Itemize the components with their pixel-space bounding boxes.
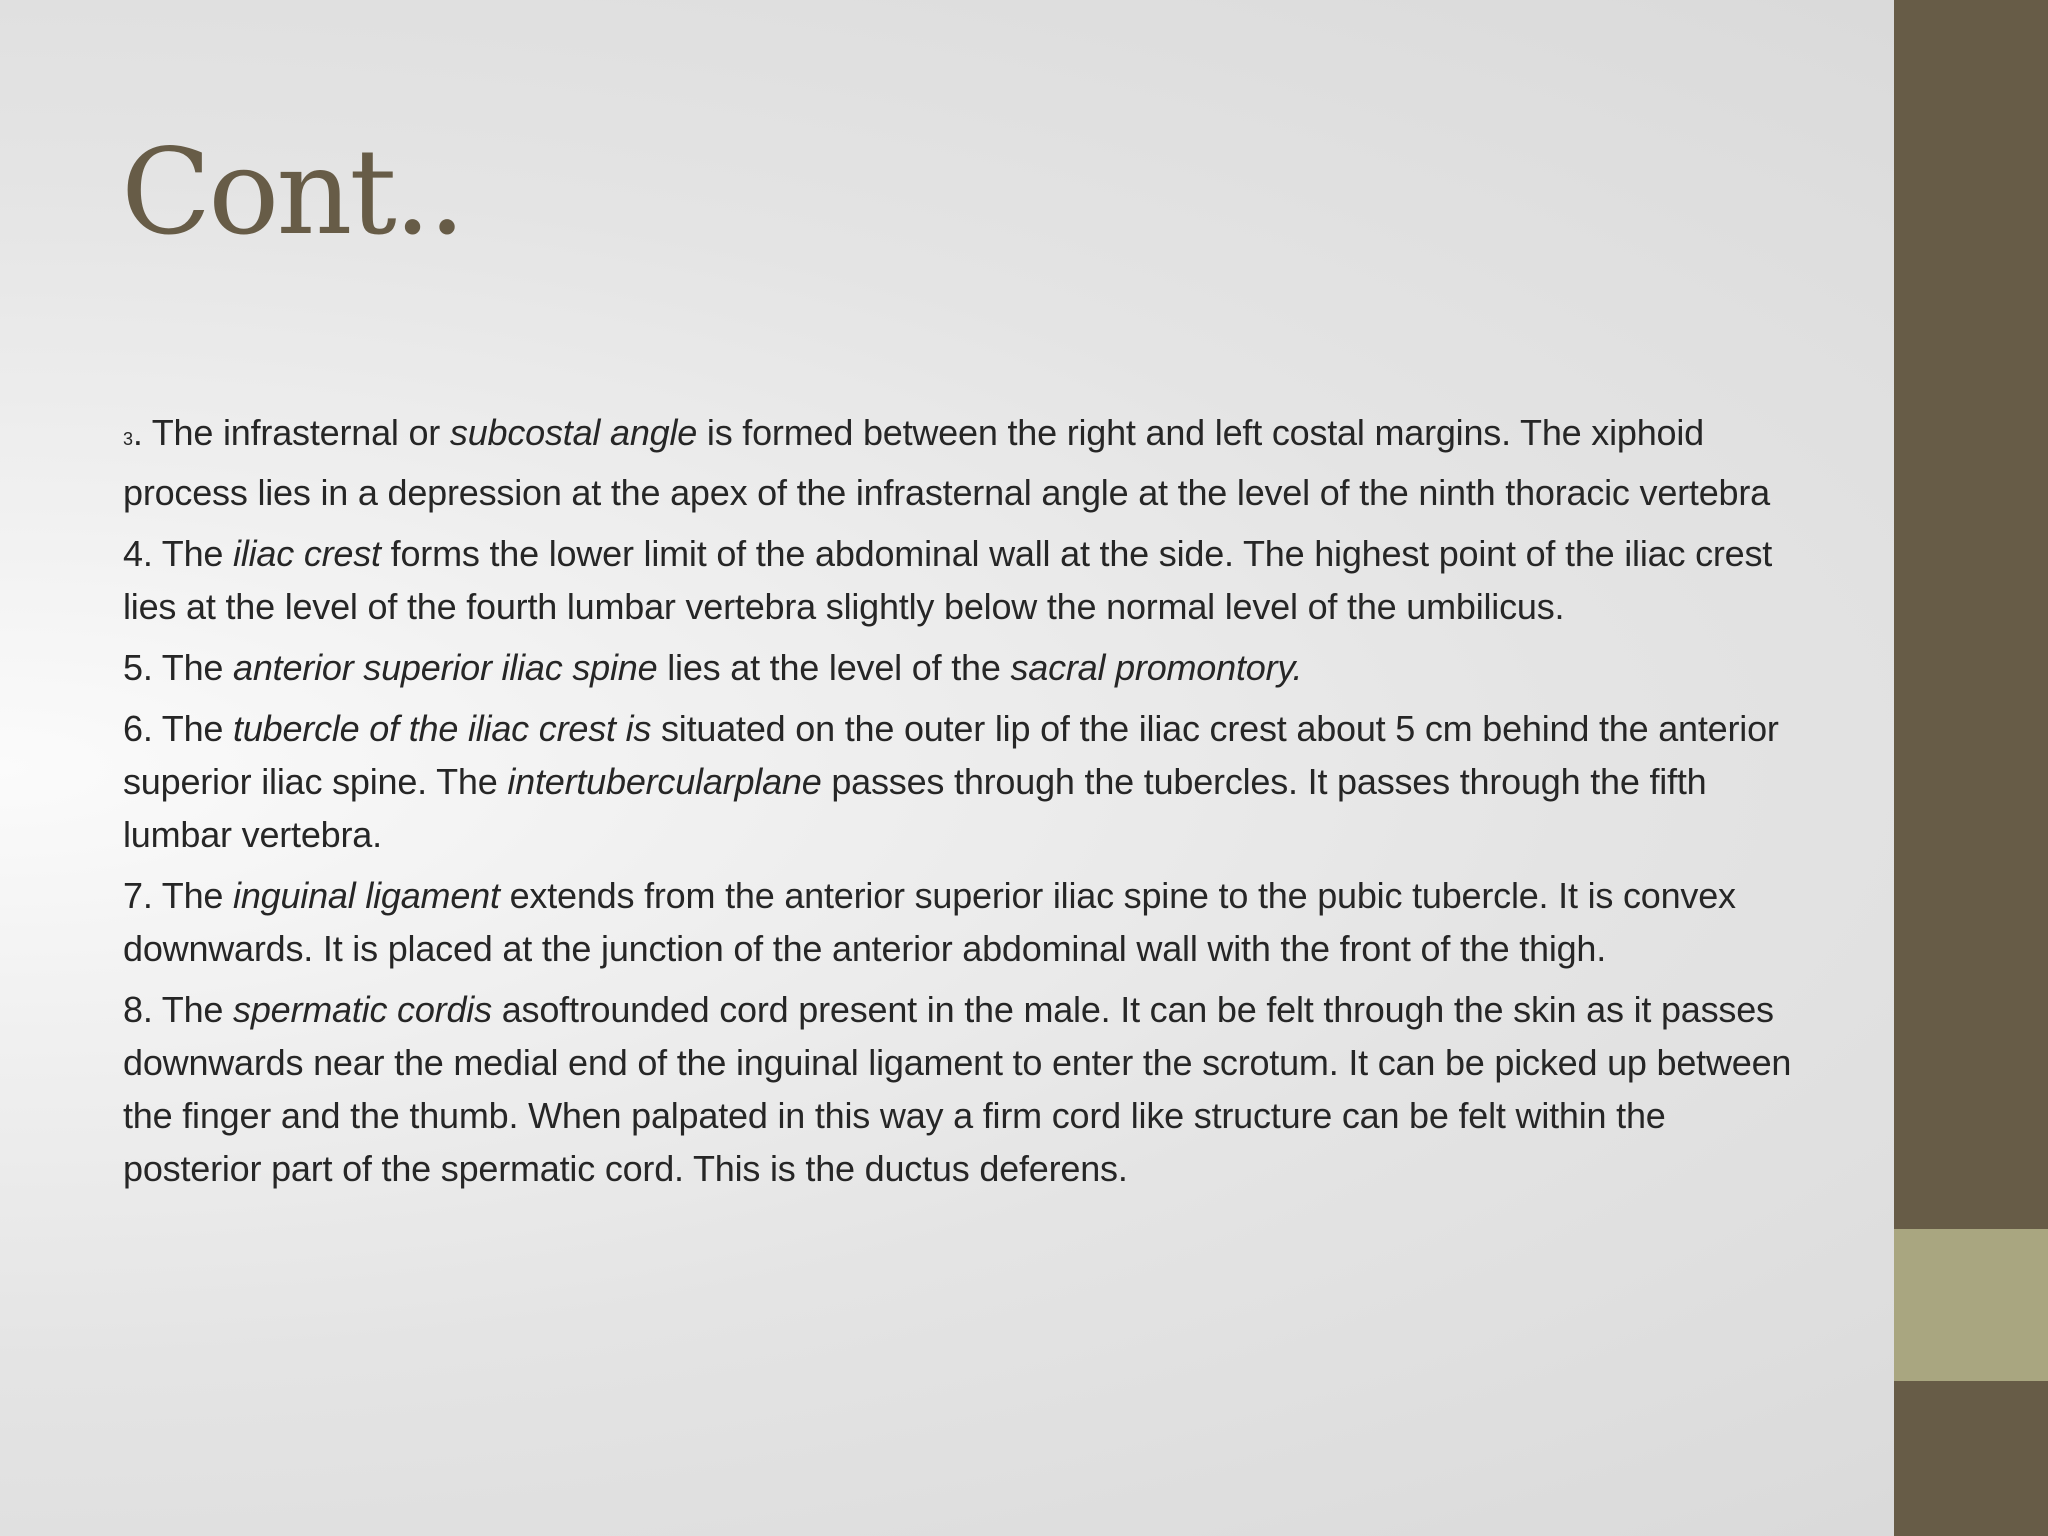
paragraph-number: 3 xyxy=(123,429,133,449)
paragraph-term: subcostal angle xyxy=(449,412,698,453)
paragraph-text: 5. The xyxy=(123,647,234,688)
paragraph-term: sacral promontory. xyxy=(1010,647,1303,688)
paragraph-term: anterior superior iliac spine xyxy=(233,647,658,688)
slide-body xyxy=(123,406,1793,1203)
paragraph-term: intertubercularplane xyxy=(507,761,822,802)
paragraph-term: spermatic cordis xyxy=(233,989,492,1030)
paragraph-5 xyxy=(123,641,1793,694)
paragraph-text: situated on the outer lip of the iliac crest about 5 cm behind the anterior superior iliac spine. The xyxy=(123,708,1779,802)
paragraph-text: asoftrounded cord present in the male. It can be felt through the skin as it passes downwards near the medial end of the inguinal ligament to enter the scrotum. It can be picked up between the finger and the thumb. When palpated in this way a firm cord like structure can be felt within the posterior part of the spermatic cord. This is the ductus deferens. xyxy=(123,989,1792,1189)
paragraph-text: extends from the anterior superior iliac spine to the pubic tubercle. It is convex downwards. It is placed at the junction of the anterior abdominal wall with the front of the thigh. xyxy=(123,875,1736,969)
decorative-side-accent xyxy=(1894,1229,2048,1381)
paragraph-text: passes through the tubercles. It passes through the fifth lumbar vertebra. xyxy=(123,761,1707,855)
paragraph-text: is formed between the right and left costal margins. The xiphoid process lies in a depression at the apex of the infrasternal angle at the level of the ninth thoracic vertebra xyxy=(123,412,1770,513)
paragraph-text: 7. The xyxy=(123,875,234,916)
paragraph-text: lies at the level of the xyxy=(657,647,1011,688)
paragraph-text: 4. The xyxy=(123,533,234,574)
paragraph-term: tubercle of the iliac crest is xyxy=(233,708,652,749)
slide-title: Cont.. xyxy=(121,123,463,261)
paragraph-term: inguinal ligament xyxy=(233,875,500,916)
paragraph-text: 8. The xyxy=(123,989,234,1030)
paragraph-3 xyxy=(123,406,1793,519)
paragraph-4 xyxy=(123,527,1793,633)
paragraph-text: forms the lower limit of the abdominal wall at the side. The highest point of the iliac crest lies at the level of the fourth lumbar vertebra slightly below the normal level of the umbilicus. xyxy=(123,533,1773,627)
paragraph-text: 6. The xyxy=(123,708,234,749)
paragraph-text: . The infrasternal or xyxy=(132,412,450,453)
paragraph-7 xyxy=(123,869,1793,975)
paragraph-8 xyxy=(123,983,1793,1195)
paragraph-6 xyxy=(123,702,1793,861)
paragraph-term: iliac crest xyxy=(233,533,381,574)
